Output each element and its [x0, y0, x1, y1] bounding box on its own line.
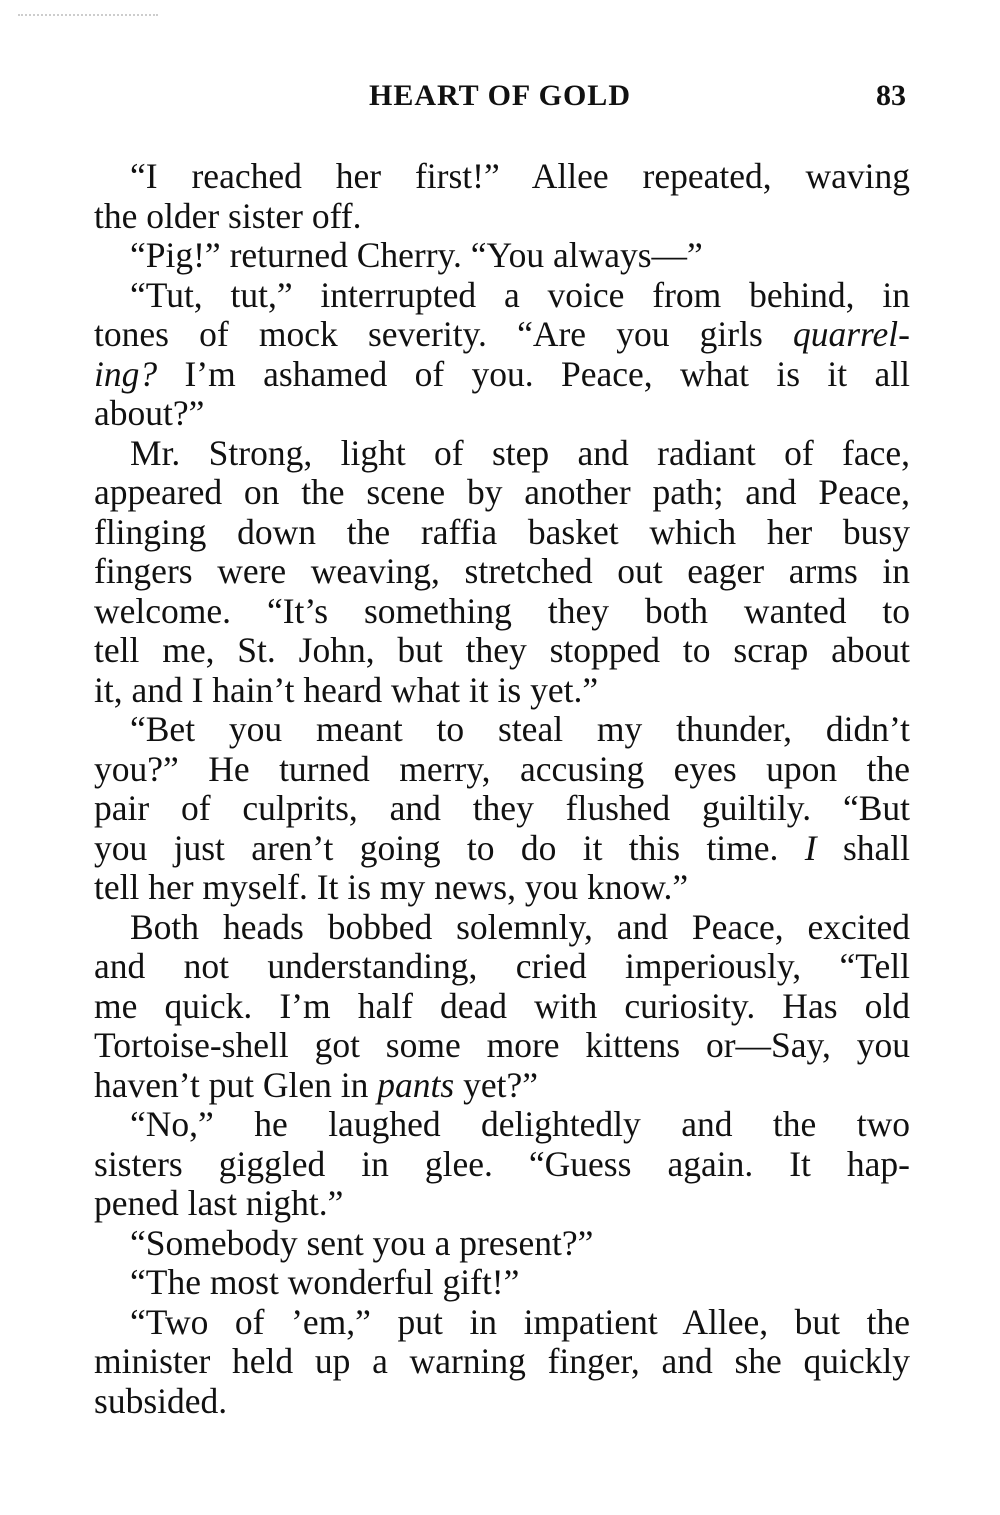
- text-line: Mr. Strong, light of step and radiant of face,: [130, 432, 910, 473]
- text-segment: tones of mock severity. “Are you girls: [94, 314, 793, 354]
- paragraph: [94, 1105, 910, 1224]
- text-line: “Pig!” returned Cherry. “You always—”: [130, 235, 703, 275]
- paragraph: [94, 1303, 910, 1422]
- text-line: “Tut, tut,” interrupted a voice from behind, in: [130, 274, 910, 315]
- text-line: the older sister off.: [94, 195, 362, 236]
- text-line: me quick. I’m half dead with curiosity. Has old: [94, 985, 910, 1026]
- page-number: 83: [876, 79, 906, 112]
- body-text: [94, 157, 910, 1421]
- scan-artifact: [18, 14, 158, 22]
- paragraph: [94, 157, 910, 236]
- text-line: pened last night.”: [94, 1183, 344, 1223]
- paragraph: [94, 434, 910, 711]
- text-line: “The most wonderful gift!”: [130, 1262, 520, 1302]
- text-line: minister held up a warning finger, and she quickly: [94, 1341, 910, 1381]
- paragraph: [94, 1224, 910, 1264]
- text-line: it, and I hain’t heard what it is yet.”: [94, 669, 599, 710]
- text-line: flinging down the raffia basket which her busy: [94, 511, 910, 552]
- paragraph: [94, 276, 910, 434]
- italic-word: I: [804, 827, 817, 868]
- text-segment: I’m ashamed of you. Peace, what is it all: [157, 353, 910, 394]
- text-line: [94, 1066, 910, 1106]
- text-line: fingers were weaving, stretched out eager arms in: [94, 551, 910, 591]
- text-line: “No,” he laughed delightedly and the two: [130, 1104, 910, 1144]
- text-line: subsided.: [94, 1380, 228, 1421]
- page-header: [94, 78, 906, 114]
- text-line: sisters giggled in glee. “Guess again. It hap-: [94, 1143, 910, 1184]
- italic-word: quarrel-: [792, 314, 910, 354]
- text-line: Tortoise-shell got some more kittens or—Say, you: [94, 1025, 910, 1065]
- text-segment: yet?”: [454, 1064, 538, 1105]
- text-line: [94, 315, 910, 355]
- text-segment: haven’t put Glen in: [94, 1064, 378, 1105]
- paragraph: [94, 236, 910, 276]
- text-segment: shall: [816, 827, 910, 868]
- text-line: welcome. “It’s something they both wanted to: [94, 590, 910, 631]
- text-line: [94, 355, 910, 395]
- text-segment: you just aren’t going to do it this time.: [94, 827, 805, 868]
- paragraph: [94, 908, 910, 1106]
- text-line: about?”: [94, 393, 205, 433]
- italic-word: ing?: [94, 353, 158, 394]
- text-line: tell her myself. It is my news, you know.”: [94, 867, 689, 907]
- text-line: Both heads bobbed solemnly, and Peace, excited: [130, 906, 910, 947]
- text-line: [94, 829, 910, 869]
- text-line: pair of culprits, and they flushed guiltily. “But: [94, 788, 910, 828]
- running-head: HEART OF GOLD: [369, 79, 631, 112]
- paragraph: [94, 1263, 910, 1303]
- paragraph: [94, 710, 910, 908]
- text-line: appeared on the scene by another path; and Peace,: [94, 472, 910, 512]
- text-line: “Two of ’em,” put in impatient Allee, but the: [130, 1301, 910, 1342]
- text-line: tell me, St. John, but they stopped to scrap about: [94, 630, 910, 670]
- text-line: and not understanding, cried imperiously, “Tell: [94, 946, 910, 986]
- text-line: “I reached her first!” Allee repeated, waving: [130, 156, 910, 196]
- text-line: “Bet you meant to steal my thunder, didn’t: [130, 709, 910, 749]
- text-line: “Somebody sent you a present?”: [130, 1222, 594, 1263]
- text-line: you?” He turned merry, accusing eyes upon the: [94, 748, 910, 789]
- italic-word: pants: [377, 1064, 455, 1105]
